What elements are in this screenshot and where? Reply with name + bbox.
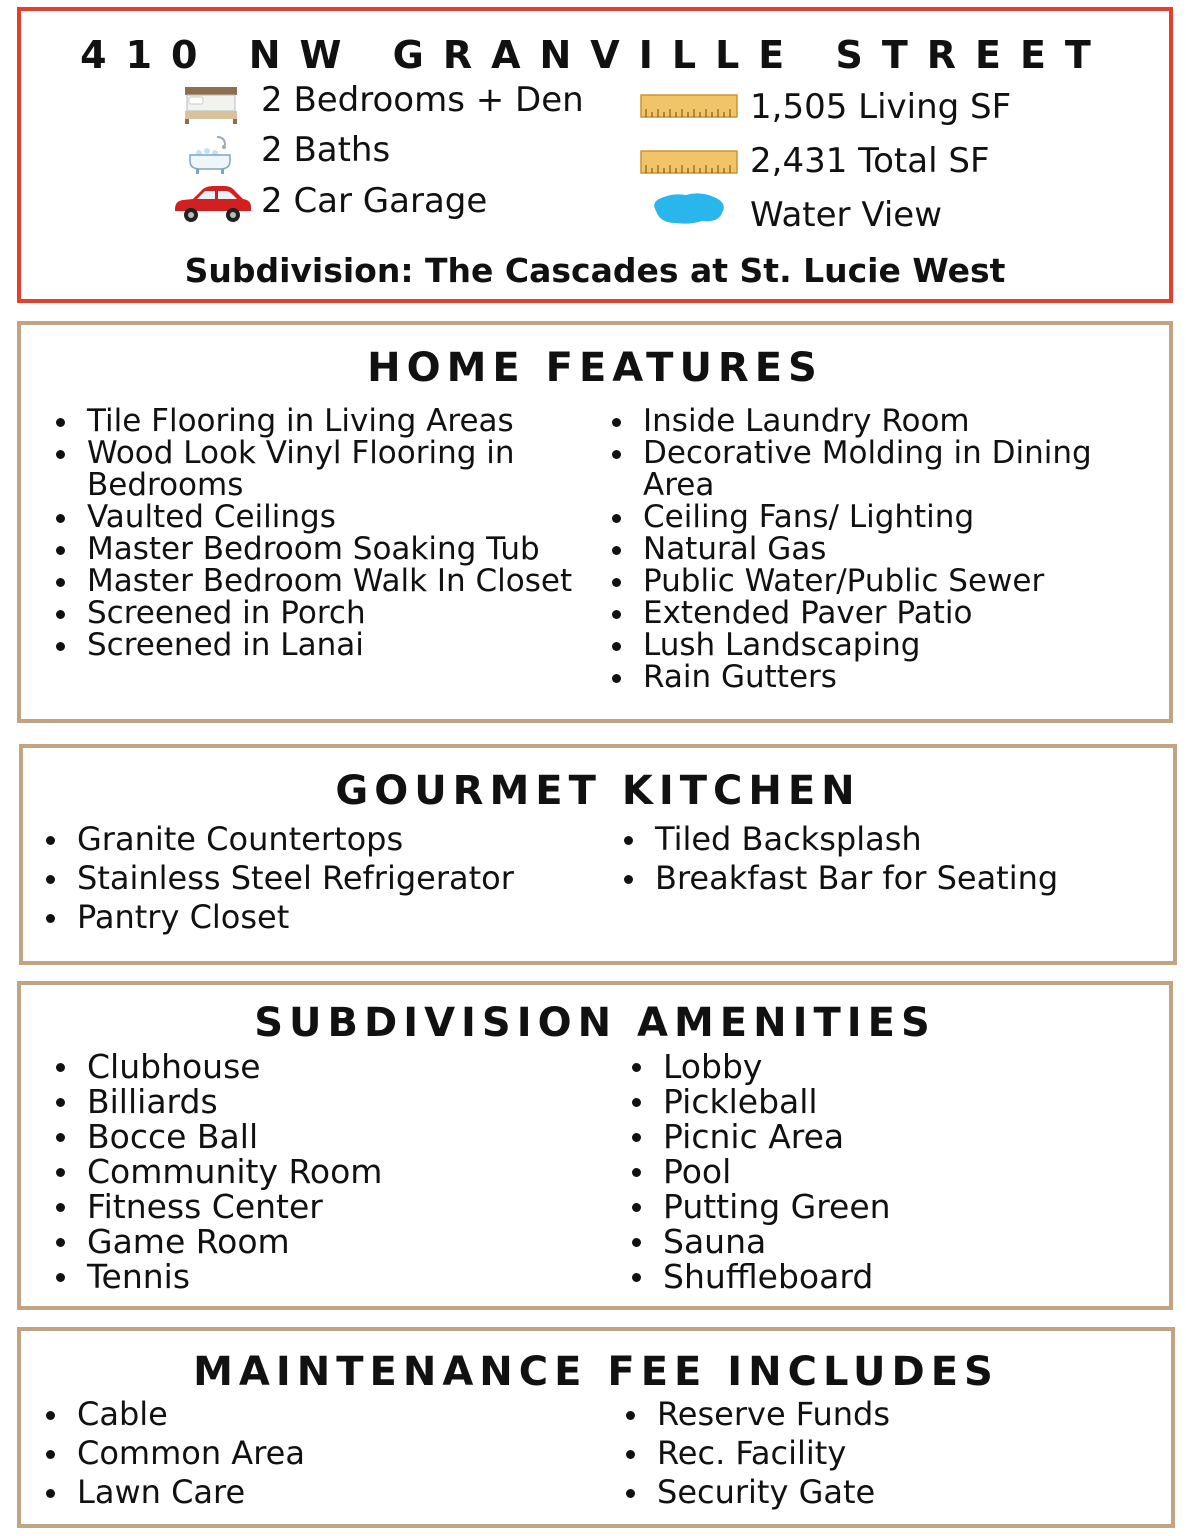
list-item: Putting Green bbox=[629, 1189, 1149, 1224]
kitchen-title: GOURMET KITCHEN bbox=[335, 768, 861, 814]
list-item: Tile Flooring in Living Areas bbox=[53, 405, 573, 437]
bathtub-icon bbox=[187, 133, 233, 175]
ruler-icon bbox=[640, 149, 738, 175]
list-item: Public Water/Public Sewer bbox=[609, 565, 1149, 597]
list-item: Shuffleboard bbox=[629, 1259, 1149, 1294]
home-features-left-list bbox=[53, 405, 573, 661]
list-item: Pantry Closet bbox=[43, 898, 603, 937]
property-header-box: 410 NW GRANVILLE STREET 2 Bedrooms + Den 2 Baths 2 Car Garage 1,505 Living SF 2,431 Total SF Water View Subdivision: The Cascades at St. Lucie West bbox=[17, 7, 1173, 303]
list-item: Master Bedroom Soaking Tub bbox=[53, 533, 573, 565]
water-icon bbox=[650, 191, 728, 227]
list-item: Sauna bbox=[629, 1224, 1149, 1259]
list-item: Screened in Lanai bbox=[53, 629, 573, 661]
amenities-title: SUBDIVISION AMENITIES bbox=[254, 1000, 936, 1046]
ruler-icon bbox=[640, 93, 738, 119]
list-item: Lawn Care bbox=[43, 1473, 603, 1512]
kitchen-section bbox=[19, 744, 1177, 965]
home-features-title: HOME FEATURES bbox=[367, 345, 823, 391]
list-item: Stainless Steel Refrigerator bbox=[43, 859, 603, 898]
list-item: Cable bbox=[43, 1395, 603, 1434]
list-item: Tennis bbox=[53, 1259, 613, 1294]
kitchen-right-list bbox=[621, 820, 1161, 898]
list-item: Master Bedroom Walk In Closet bbox=[53, 565, 573, 597]
maintenance-right-list bbox=[623, 1395, 1143, 1512]
list-item: Security Gate bbox=[623, 1473, 1143, 1512]
amenities-section bbox=[17, 981, 1173, 1310]
list-item: Rain Gutters bbox=[609, 661, 1149, 693]
maintenance-section bbox=[17, 1327, 1175, 1528]
list-item: Bocce Ball bbox=[53, 1119, 613, 1154]
home-features-section bbox=[17, 321, 1173, 723]
list-item: Tiled Backsplash bbox=[621, 820, 1161, 859]
list-item: Reserve Funds bbox=[623, 1395, 1143, 1434]
home-features-right-list bbox=[609, 405, 1149, 693]
list-item: Wood Look Vinyl Flooring in Bedrooms bbox=[53, 437, 573, 501]
list-item: Inside Laundry Room bbox=[609, 405, 1149, 437]
list-item: Natural Gas bbox=[609, 533, 1149, 565]
maintenance-title: MAINTENANCE FEE INCLUDES bbox=[193, 1349, 999, 1395]
list-item: Screened in Porch bbox=[53, 597, 573, 629]
list-item: Billiards bbox=[53, 1084, 613, 1119]
list-item: Vaulted Ceilings bbox=[53, 501, 573, 533]
subdivision-name: Subdivision: The Cascades at St. Lucie West bbox=[184, 251, 1006, 290]
list-item: Rec. Facility bbox=[623, 1434, 1143, 1473]
car-icon bbox=[171, 183, 251, 223]
list-item: Extended Paver Patio bbox=[609, 597, 1149, 629]
list-item: Picnic Area bbox=[629, 1119, 1149, 1154]
list-item: Pickleball bbox=[629, 1084, 1149, 1119]
list-item: Pool bbox=[629, 1154, 1149, 1189]
list-item: Common Area bbox=[43, 1434, 603, 1473]
list-item: Lobby bbox=[629, 1049, 1149, 1084]
address-title: 410 NW GRANVILLE STREET bbox=[80, 33, 1110, 77]
list-item: Decorative Molding in Dining Area bbox=[609, 437, 1149, 501]
list-item: Clubhouse bbox=[53, 1049, 613, 1084]
bed-icon bbox=[183, 83, 239, 125]
amenities-right-list bbox=[629, 1049, 1149, 1294]
amenities-left-list bbox=[53, 1049, 613, 1294]
list-item: Ceiling Fans/ Lighting bbox=[609, 501, 1149, 533]
list-item: Granite Countertops bbox=[43, 820, 603, 859]
list-item: Lush Landscaping bbox=[609, 629, 1149, 661]
list-item: Game Room bbox=[53, 1224, 613, 1259]
maintenance-left-list bbox=[43, 1395, 603, 1512]
list-item: Community Room bbox=[53, 1154, 613, 1189]
list-item: Fitness Center bbox=[53, 1189, 613, 1224]
list-item: Breakfast Bar for Seating bbox=[621, 859, 1161, 898]
kitchen-left-list bbox=[43, 820, 603, 937]
